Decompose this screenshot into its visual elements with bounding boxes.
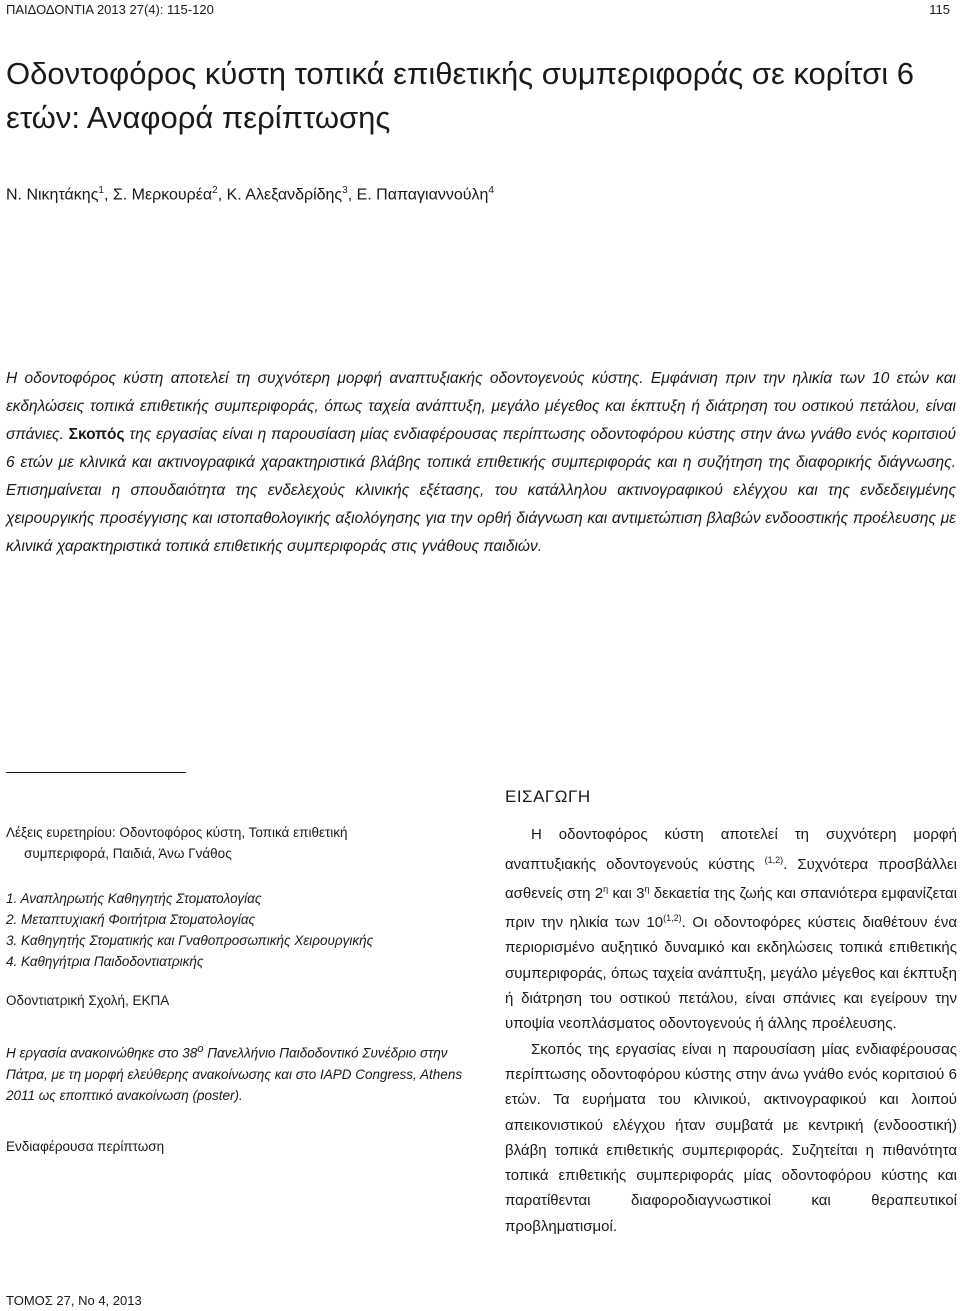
author-name: Σ. Μερκουρέα [112, 186, 213, 204]
page-number: 115 [929, 2, 950, 17]
intro-text: . Οι οδοντοφόρες κύστεις διαθέτουν ένα περιορισμένο αυξητικό δυναμικό και εκδηλώσεις τοπικά επιθετικής συμπεριφοράς, όπως ταχεία ανάπτυξη, μεγάλο μέγεθος και έκπτυξη ή διάτρηση του οστικού πετάλου, είναι σπάνιες και εγείρουν την υποψία νεοπλάσματος οδοντογενούς ή άλλης προέλευσης. [505, 914, 957, 1033]
author-name: Κ. Αλεξανδρίδης [226, 186, 343, 204]
footnote-divider [6, 772, 186, 773]
presentation-note [6, 1039, 476, 1106]
abstract-text: Η οδοντοφόρος κύστη αποτελεί τη συχνότερη μορφή αναπτυξιακής οδοντογενούς κύστης. Εμφάνιση πριν την ηλικία των 10 ετών και εκδηλώσεις τοπικά επιθετικής συμπεριφοράς, όπως ταχεία ανάπτυξη, μεγάλο μέγεθος και έκπτυξη ή διάτρηση του οστικού πετάλου, είναι σπάνιες. [6, 370, 956, 443]
author-name: Ν. Νικητάκης [6, 186, 99, 204]
keywords-label: Λέξεις ευρετηρίου: [6, 825, 116, 840]
intro-text: . Συχνότερα προσβάλλει ασθενείς στη 2 [505, 855, 957, 902]
presentation-note-text: Η εργασία ανακοινώθηκε στο 38 [6, 1045, 198, 1061]
article-title: Οδοντοφόρος κύστη τοπικά επιθετικής συμπεριφοράς σε κορίτσι 6 ετών: Αναφορά περίπτωσης [6, 56, 914, 135]
intro-paragraph: Σκοπός της εργασίας είναι η παρουσίαση μίας ενδιαφέρουσας περίπτωσης οδοντοφόρου κύστης στην άνω γνάθο ενός κοριτσιού 6 ετών. Τα ευρήματα του κλινικού, ακτινογραφικού και λοιπού απεικονιστικού ελέγχου ήταν συμβατά με κεντρική (ενδοοστική) βλάβη τοπικά επιθετικής συμπεριφοράς. Συζητείται η πιθανότητα τοπικά επιθετικής συμπεριφοράς μίας οδοντοφόρου κύστης και παρατίθενται διαφοροδιαγνωστικοί και θεραπευτικοί προβληματισμοί. [505, 1040, 957, 1235]
author-name: Ε. Παπαγιαννούλη [356, 186, 489, 204]
introduction-section [505, 784, 957, 1239]
presentation-note-text: Πανελλήνιο Παιδοδοντικό Συνέδριο στην Πάτρα, με τη μορφή ελεύθερης ανακοίνωσης και στο IAPD Congress, Athens 2011 ως εποπτικό ανακοίνωση (poster). [6, 1045, 463, 1103]
keywords-terms: Οδοντοφόρος κύστη, Τοπικά επιθετική [119, 825, 348, 840]
keywords-terms: συμπεριφορά, Παιδιά, Άνω Γνάθος [24, 846, 232, 861]
author-list: Ν. Νικητάκης$^1$, Σ. Μερκουρέα$^2$, Κ. Αλεξανδρίδης$^3$, Ε. Παπαγιαννούλη$^4$ [6, 185, 494, 204]
ordinal-sup: η [603, 883, 609, 894]
intro-text: δεκαετία της ζωής και σπανιότερα εμφανίζεται πριν την ηλικία των 10 [505, 884, 957, 932]
intro-text: και 3 [608, 884, 645, 902]
keywords [6, 822, 476, 864]
abstract-text: της εργασίας είναι η παρουσίαση μίας ενδιαφέρουσας περίπτωσης οδοντοφόρου κύστης στην άνω γνάθο ενός κοριτσιού 6 ετών με κλινικά και ακτινογραφικά χαρακτηριστικά βλάβης τοπικά επιθετικής συμπεριφοράς και η συζήτηση της διαφορικής διάγνωσης. Επισημαίνεται η σπουδαιότητα της ενδελεχούς κλινικής εξέτασης, του κατάλληλου ακτινογραφικού ελέγχου και της ενδεδειγμένης χειρουργικής προσέγγισης και ιστοπαθολογικής αξιολόγησης για την ορθή διάγνωση και αντιμετώπιση βλαβών ενδοοστικής προέλευσης με κλινικά χαρακτηριστικά τοπικά επιθετικής συμπεριφοράς στις γνάθους παιδιών. [6, 426, 956, 555]
author-affiliation-ref: 2 [212, 185, 218, 196]
citation-ref: (1,2) [764, 854, 784, 865]
abstract [6, 365, 956, 561]
abstract-aim-label: Σκοπός [68, 426, 125, 443]
intro-text: Η οδοντοφόρος κύστη αποτελεί τη συχνότερη μορφή αναπτυξιακής οδοντογενούς κύστης [505, 826, 957, 873]
ordinal-sup: ο [197, 1043, 204, 1055]
volume-footer: ΤΟΜΟΣ 27, Νο 4, 2013 [6, 1293, 142, 1308]
intro-paragraph [505, 822, 957, 1036]
affiliation-item: 1. Αναπληρωτής Καθηγητής Στοματολογίας [6, 891, 262, 906]
journal-header: ΠΑΙΔΟΔΟΝΤΙΑ 2013 27(4): 115-120 [6, 2, 214, 17]
affiliation-list [6, 888, 476, 972]
citation-ref: (1,2) [663, 913, 682, 924]
institution: Οδοντιατρική Σχολή, ΕΚΠΑ [6, 993, 170, 1008]
section-heading: ΕΙΣΑΓΩΓΗ [505, 787, 591, 806]
author-affiliation-ref: 1 [98, 185, 104, 196]
ordinal-sup: η [644, 883, 650, 894]
article-metadata [6, 822, 476, 1157]
affiliation-item: 2. Μεταπτυχιακή Φοιτήτρια Στοματολογίας [6, 912, 256, 927]
author-affiliation-ref: 4 [488, 185, 494, 196]
article-type: Ενδιαφέρουσα περίπτωση [6, 1138, 165, 1154]
affiliation-item: 4. Καθηγήτρια Παιδοδοντιατρικής [6, 954, 204, 969]
author-affiliation-ref: 3 [342, 185, 348, 196]
affiliation-item: 3. Καθηγητής Στοματικής και Γναθοπροσωπικής Χειρουργικής [6, 933, 374, 948]
